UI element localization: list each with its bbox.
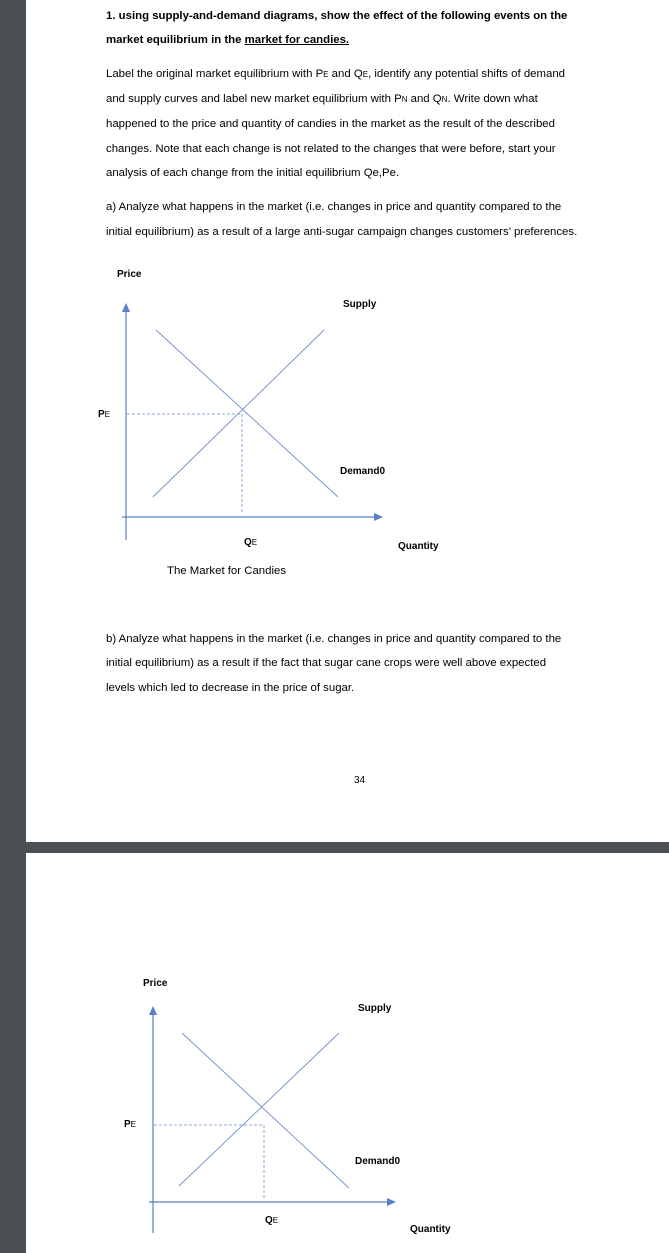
part-b-line-1: b) Analyze what happens in the market (i.e. changes in price and quantity compared to the — [106, 633, 562, 645]
part-b-line-2: initial equilibrium) as a result if the fact that sugar cane crops were well above expected — [106, 657, 547, 669]
chart2-graph — [26, 853, 669, 1253]
chart1-qe-letter: Q — [244, 537, 252, 548]
chart1-demand-curve — [156, 330, 338, 497]
chart2-y-axis-arrow — [149, 1006, 157, 1015]
sub-e: E — [272, 1216, 279, 1225]
sub-e: E — [323, 70, 329, 79]
chart1-quantity-axis-label: Quantity — [398, 541, 439, 552]
instructions-line-3: happened to the price and quantity of candies in the market as the result of the described — [106, 118, 555, 130]
sub-n: N — [441, 95, 448, 104]
instructions-line-4: changes. Note that each change is not related to the changes that were before, start your — [106, 143, 556, 155]
instr-text-d: and supply curves and label new market equilibrium with P — [106, 93, 402, 105]
chart2-x-axis-arrow — [387, 1198, 396, 1206]
document-page-2 — [26, 853, 669, 1253]
sub-e: E — [251, 538, 258, 547]
chart1-price-axis-label: Price — [117, 269, 142, 280]
instr-text-f: . Write down what — [447, 93, 538, 105]
part-a-line-1: a) Analyze what happens in the market (i.e. changes in price and quantity compared to the — [106, 201, 562, 213]
part-b-line-3: levels which led to decrease in the price of sugar. — [106, 682, 355, 694]
sub-e: E — [130, 1120, 137, 1129]
chart2-supply-curve — [179, 1033, 339, 1186]
chart1-x-axis-arrow — [374, 513, 383, 521]
chart1-y-axis-arrow — [122, 303, 130, 312]
instr-text-a: Label the original market equilibrium with P — [106, 68, 324, 80]
chart2-quantity-axis-label: Quantity — [410, 1224, 451, 1235]
chart1-supply-curve — [153, 330, 324, 497]
chart2-price-axis-label: Price — [143, 978, 168, 989]
chart1-caption: The Market for Candies — [167, 565, 287, 577]
chart2-pe-letter: P — [124, 1119, 131, 1130]
part-a-line-2: initial equilibrium) as a result of a large anti-sugar campaign changes customers’ preferences. — [106, 226, 578, 238]
instructions-line-5: analysis of each change from the initial equilibrium Qe,Pe. — [106, 167, 400, 179]
chart2-supply-label: Supply — [358, 1003, 392, 1014]
sub-e: E — [362, 70, 369, 79]
question-title-prefix: market equilibrium in the — [106, 34, 245, 46]
instr-text-b: and Q — [328, 68, 363, 80]
chart2-demand-label: Demand0 — [355, 1156, 401, 1167]
instr-text-e: and Q — [407, 93, 442, 105]
instr-text-c: , identify any potential shifts of demand — [368, 68, 565, 80]
sub-e: E — [104, 410, 111, 419]
market-for-candies-text: market for candies. — [244, 34, 350, 46]
chart1-pe-letter: P — [98, 409, 105, 420]
question-title-line-1: 1. using supply-and-demand diagrams, show the effect of the following events on the — [106, 10, 568, 22]
chart1-demand-label: Demand0 — [340, 466, 386, 477]
sub-n: N — [401, 95, 408, 104]
chart1-graph — [26, 0, 669, 842]
chart1-supply-label: Supply — [343, 299, 377, 310]
page-number: 34 — [354, 775, 366, 786]
document-page-1 — [26, 0, 669, 842]
chart2-demand-curve — [182, 1033, 349, 1188]
chart2-qe-letter: Q — [265, 1215, 273, 1226]
